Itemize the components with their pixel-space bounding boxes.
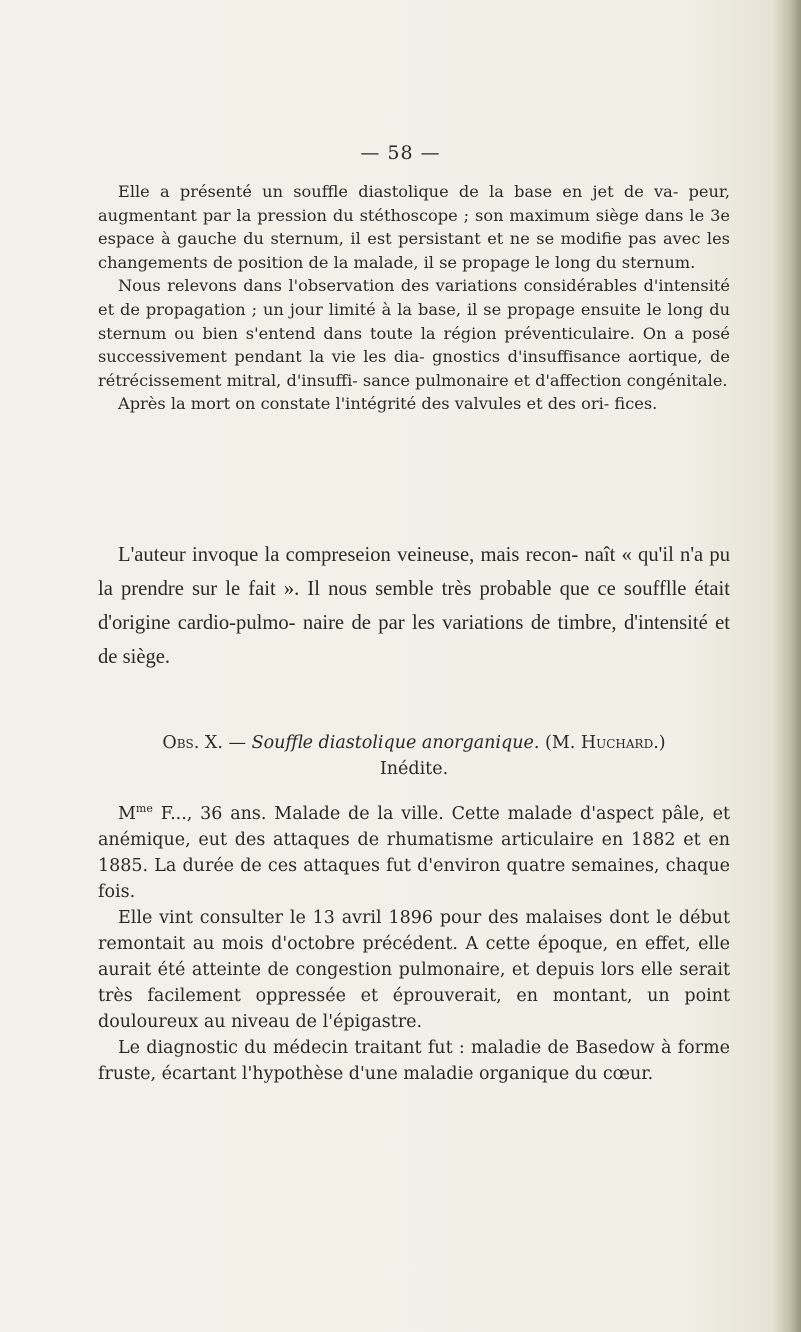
observation-label: Obs. X. —	[162, 733, 246, 753]
observation-status: Inédite.	[379, 759, 449, 779]
honorific-superscript: me	[135, 802, 153, 815]
section-author-commentary	[98, 538, 730, 674]
paragraph: Elle vint consulter le 13 avril 1896 pour des malaises dont le début remontait au mois d'octobre précédent. A cette époque, en effet, elle aurait été atteinte de congestion pulmonaire, et depuis lors elle serait très facilement oppressée et éprouverait, en montant, un point douloureux au niveau de l'épigastre.	[98, 907, 730, 1032]
page-number: — 58 —	[360, 142, 441, 164]
observation-title: Souffle diastolique anorganique.	[251, 733, 540, 753]
observation-x	[98, 730, 730, 1087]
page-edge-shadow	[773, 0, 801, 1332]
observation-heading	[98, 730, 730, 756]
paragraph: L'auteur invoque la compreseion veineuse, mais recon- naît « qu'il n'a pu la prendre sur le fait ». Il nous semble très probable que ce soufflle était d'origine cardio-pulmo- naire de par les variations de timbre, d'intensité et de siège.	[98, 544, 730, 668]
honorific: M	[118, 803, 136, 824]
section-souffle-description	[98, 180, 730, 416]
paragraph: Après la mort on constate l'intégrité des valvules et des ori- fices.	[118, 394, 658, 414]
paragraph	[98, 796, 730, 905]
observation-author: (M. Huchard.)	[545, 733, 666, 753]
paragraph: Le diagnostic du médecin traitant fut : maladie de Basedow à forme fruste, écartant l'hypothèse d'une maladie organique du cœur.	[98, 1037, 730, 1084]
paragraph: Nous relevons dans l'observation des variations considérables d'intensité et de propagation ; un jour limité à la base, il se propage ensuite le long du sternum ou bien s'entend dans toute la région préventiculaire. On a posé successivement pendant la vie les dia- gnostics d'insuffisance aortique, de rétrécissement mitral, d'insuffi- sance pulmonaire et d'affection congénitale.	[98, 276, 730, 390]
paragraph: Elle a présenté un souffle diastolique de la base en jet de va- peur, augmentant par la pression du stéthoscope ; son maximum siège dans le 3e espace à gauche du sternum, il est persistant et ne se modifie pas avec les changements de position de la malade, il se propage le long du sternum.	[98, 182, 730, 272]
paragraph-text: F..., 36 ans. Malade de la ville. Cette malade d'aspect pâle, et anémique, eut des attaques de rhumatisme articulaire en 1882 et en 1885. La durée de ces attaques fut d'environ quatre semaines, chaque fois.	[98, 803, 730, 902]
